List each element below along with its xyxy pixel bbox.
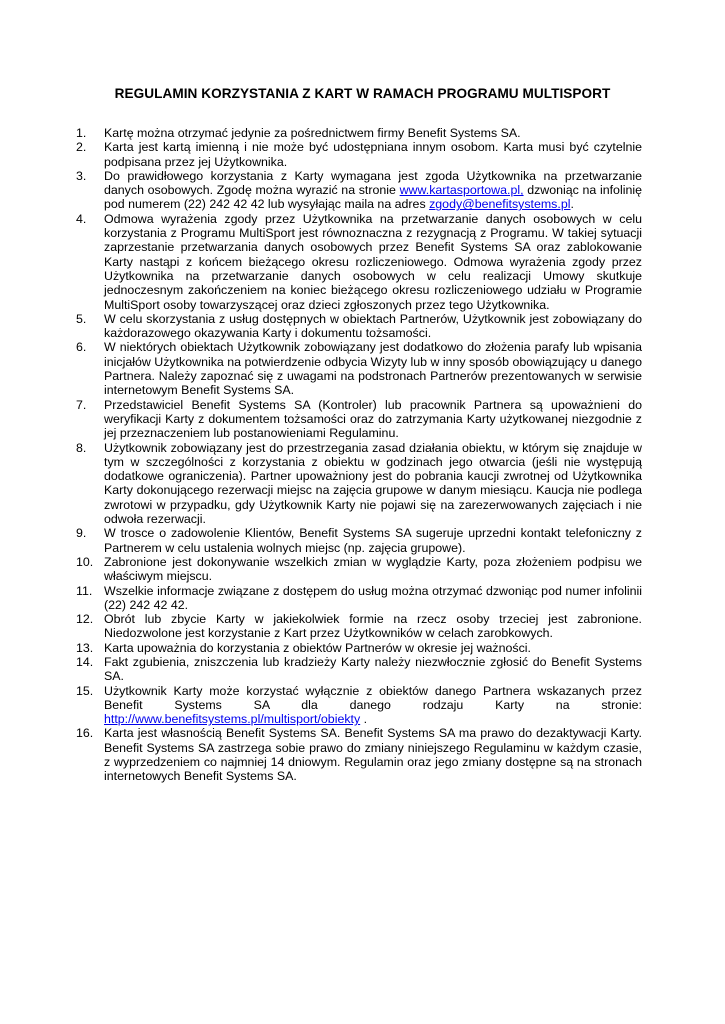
rule-number: 5. bbox=[76, 311, 87, 326]
rule-text bbox=[104, 584, 642, 613]
rule-number: 3. bbox=[76, 168, 87, 183]
rule-text-segment: . bbox=[570, 197, 574, 212]
rule-number: 1. bbox=[76, 126, 87, 140]
rule-text-segment: W niektórych obiektach Użytkownik zobowiązany jest dodatkowo do złożenia parafy lub wpisania inicjałów Użytkownika na potwierdzenie odbycia Wizyty lub w inny sposób obowiązujący u danego Partnera. Należy zapoznać się z uwagami na podstronach Partnerów prezentowanych w serwisie internetowym Benefit Systems SA. bbox=[104, 340, 642, 398]
rule-text bbox=[104, 655, 642, 684]
rule-text bbox=[104, 126, 642, 140]
rule-item bbox=[76, 212, 642, 312]
rule-item bbox=[76, 684, 642, 727]
rule-item bbox=[76, 441, 642, 527]
rule-text bbox=[104, 641, 642, 655]
rule-text bbox=[104, 212, 642, 312]
rule-number: 15. bbox=[76, 683, 94, 698]
rule-text bbox=[104, 312, 642, 341]
rule-text bbox=[104, 526, 642, 555]
rule-text-segment: Karta jest własnością Benefit Systems SA. Benefit Systems SA ma prawo do dezaktywacji Karty. Benefit Systems SA zastrzega sobie prawo do zmiany niniejszego Regulaminu w każdym czasie, z wyprzedzeniem co najmniej 14 dniowym. Regulamin oraz jego zmiany dostępne są na stronach internetowych Benefit Systems SA. bbox=[104, 726, 642, 784]
rule-item bbox=[76, 641, 642, 655]
rule-text-segment: Zabronione jest dokonywanie wszelkich zmian w wyglądzie Karty, poza złożeniem podpisu we właściwym miejscu. bbox=[104, 554, 642, 584]
rule-text-segment: Obrót lub zbycie Karty w jakiekolwiek formie na rzecz osoby trzeciej jest zabronione. Niedozwolone jest korzystanie z Kart przez Użytkowników w celach zarobkowych. bbox=[104, 612, 642, 641]
rule-item bbox=[76, 312, 642, 341]
rule-text bbox=[104, 612, 642, 641]
rule-text-segment: Karta jest kartą imienną i nie może być udostępniana innym osobom. Karta musi być czytelnie podpisana przez jej Użytkownika. bbox=[104, 140, 642, 169]
rule-text-segment: W trosce o zadowolenie Klientów, Benefit Systems SA sugeruje uprzedni kontakt telefoniczny z Partnerem w celu ustalenia wolnych miejsc (np. zajęcia grupowe). bbox=[104, 526, 642, 555]
rule-item bbox=[76, 340, 642, 397]
rule-text-segment: Karta upoważnia do korzystania z obiektów Partnerów w okresie jej ważności. bbox=[104, 640, 531, 655]
rule-text-segment: Odmowa wyrażenia zgody przez Użytkownika na przetwarzanie danych osobowych w celu korzystania z Programu MultiSport jest równoznaczna z rezygnacją z Programu. W takiej sytuacji zaprzestanie przetwarzania danych osobowych przez Benefit Systems SA oraz zablokowanie Karty nastąpi z końcem bieżącego okresu rozliczeniowego. Odmowa wyrażenia zgody przez Użytkownika na przetwarzanie danych osobowych w celu realizacji Umowy skutkuje jednoczesnym zakończeniem na koniec bieżącego okresu rozliczeniowego udziału w Programie MultiSport osoby towarzyszącej oraz dzieci zgłoszonych przez tego Użytkownika. bbox=[104, 211, 642, 312]
rule-number: 13. bbox=[76, 640, 94, 655]
rule-text bbox=[104, 441, 642, 527]
rule-number: 8. bbox=[76, 440, 87, 455]
rule-text bbox=[104, 555, 642, 584]
rule-text-segment: Wszelkie informacje związane z dostępem do usług można otrzymać dzwoniąc pod numer infolinii (22) 242 42 42. bbox=[104, 583, 642, 612]
rule-text-segment: Do prawidłowego korzystania z Karty wymagana jest zgoda Użytkownika na przetwarzanie danych osobowych. Zgodę można wyrazić na stronie bbox=[104, 168, 642, 198]
rule-text-segment: Fakt zgubienia, zniszczenia lub kradzieży Karty należy niezwłocznie zgłosić do Benefit Systems SA. bbox=[104, 654, 642, 684]
rule-link[interactable]: http://www.benefitsystems.pl/multisport/obiekty bbox=[104, 712, 361, 727]
rule-text-segment: Przedstawiciel Benefit Systems SA (Kontroler) lub pracownik Partnera są upoważnieni do weryfikacji Karty z dokumentem tożsamości oraz do zatrzymania Karty użytkowanej niezgodnie z jej przeznaczeniem lub postanowieniami Regulaminu. bbox=[104, 397, 642, 441]
rule-text bbox=[104, 169, 642, 212]
rule-text bbox=[104, 726, 642, 783]
rule-number: 2. bbox=[76, 140, 87, 155]
rule-item bbox=[76, 526, 642, 555]
rule-text-segment: . bbox=[360, 712, 368, 727]
rule-link[interactable]: www.kartasportowa.pl, bbox=[399, 183, 524, 198]
rule-number: 12. bbox=[76, 612, 94, 627]
rule-number: 16. bbox=[76, 726, 94, 741]
rule-text-segment: Użytkownik zobowiązany jest do przestrzegania zasad działania obiektu, w którym się znajduje w tym w szczególności z korzystania z obiektu w godzinach jego otwarcia (jeśli nie występują dodatkowe ograniczenia). Partner upoważniony jest do pobrania kaucji zwrotnej od Użytkownika Karty dokonującego rezerwacji miejsc na zajęcia grupowe w danym miesiącu. Kaucja nie podlega zwrotowi w przypadku, gdy Użytkownik Karty nie pojawi się na zarezerwowanych zajęciach i nie odwoła rezerwacji. bbox=[104, 440, 642, 527]
rule-item bbox=[76, 584, 642, 613]
rule-text bbox=[104, 340, 642, 397]
rule-item bbox=[76, 169, 642, 212]
rule-item bbox=[76, 398, 642, 441]
rule-number: 10. bbox=[76, 554, 94, 569]
rule-number: 6. bbox=[76, 340, 87, 355]
rule-item bbox=[76, 726, 642, 783]
rule-text-segment: dzwoniąc na infolinię pod numerem (22) 242 42 42 lub wysyłając maila na adres bbox=[104, 183, 642, 212]
rules-list bbox=[76, 126, 642, 784]
rule-text bbox=[104, 684, 642, 727]
rule-text-segment: W celu skorzystania z usług dostępnych w obiektach Partnerów, Użytkownik jest zobowiązany do każdorazowego okazywania Karty i dokumentu tożsamości. bbox=[104, 311, 642, 341]
document-title: REGULAMIN KORZYSTANIA Z KART W RAMACH PROGRAMU MULTISPORT bbox=[114, 86, 611, 101]
rule-item bbox=[76, 612, 642, 641]
rule-link[interactable]: zgody@benefitsystems.pl bbox=[429, 197, 571, 212]
rule-number: 11. bbox=[76, 583, 93, 598]
rule-item bbox=[76, 555, 642, 584]
rule-text bbox=[104, 398, 642, 441]
rule-item bbox=[76, 655, 642, 684]
rule-text-segment: Użytkownik Karty może korzystać wyłącznie z obiektów danego Partnera wskazanych przez Benefit Systems SA dla danego rodzaju Karty na stronie: bbox=[104, 683, 642, 712]
rule-item bbox=[76, 140, 642, 169]
rule-text-segment: Kartę można otrzymać jedynie za pośrednictwem firmy Benefit Systems SA. bbox=[104, 126, 521, 140]
rule-number: 7. bbox=[76, 397, 87, 412]
rule-number: 9. bbox=[76, 526, 87, 541]
rule-text bbox=[104, 140, 642, 169]
rule-number: 14. bbox=[76, 654, 94, 669]
rule-item bbox=[76, 126, 642, 140]
rule-number: 4. bbox=[76, 211, 87, 226]
